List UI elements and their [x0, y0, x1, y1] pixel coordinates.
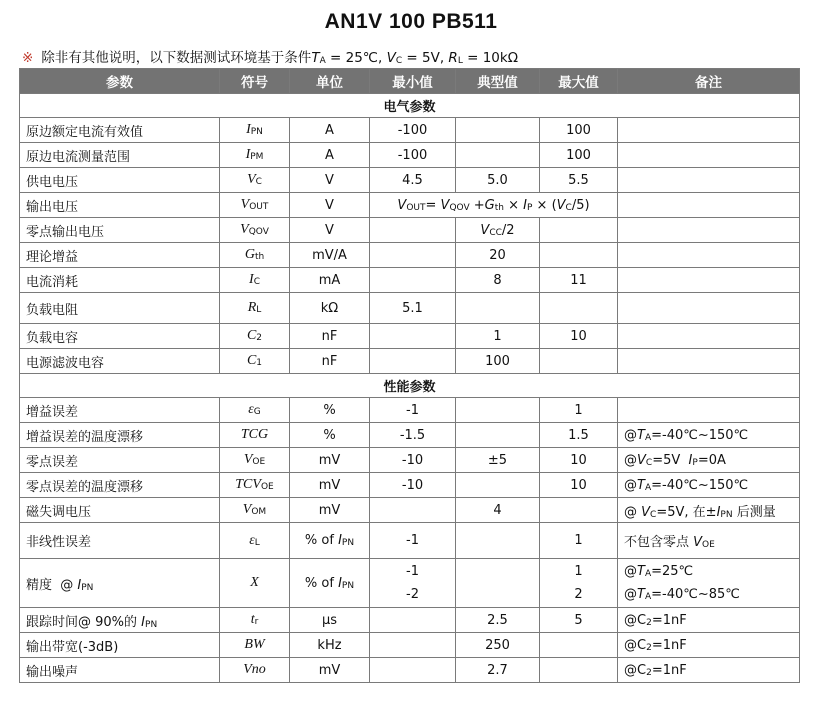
typ-value: 4: [456, 498, 540, 523]
max-value: [540, 218, 618, 243]
typ-value: [456, 293, 540, 324]
unit: % of $I_{PN}$: [290, 523, 370, 559]
table-row: [20, 218, 800, 243]
param-name: 零点输出电压: [20, 218, 220, 243]
remark: @ $V_C=5V$, 在$\pm I_{PN}$ 后测量: [618, 498, 800, 523]
header-symbol: 符号: [220, 69, 290, 94]
typ-value: ±5: [456, 448, 540, 473]
max-value: 10: [540, 473, 618, 498]
output-voltage-formula: $V_{OUT}= V_{QOV} +G_{th} \times I_P \times (V_C/5)$: [370, 193, 618, 218]
max-value: 100: [540, 143, 618, 168]
max-value: [540, 243, 618, 268]
min-value: [370, 243, 456, 268]
symbol: Vno: [220, 658, 290, 683]
symbol: $TCV_{OE}$: [220, 473, 290, 498]
max-value: 11: [540, 268, 618, 293]
typ-value: [456, 559, 540, 608]
unit: nF: [290, 324, 370, 349]
param-name: 增益误差的温度漂移: [20, 423, 220, 448]
symbol: $I_{PN}$: [220, 118, 290, 143]
symbol: BW: [220, 633, 290, 658]
param-name: 精度 @ $I_{PN}$: [20, 559, 220, 608]
param-name: 输出噪声: [20, 658, 220, 683]
unit: kHz: [290, 633, 370, 658]
param-name: 理论增益: [20, 243, 220, 268]
param-name: 磁失调电压: [20, 498, 220, 523]
table-row: [20, 658, 800, 683]
min-value: -100: [370, 118, 456, 143]
param-name: 非线性误差: [20, 523, 220, 559]
section-row-performance: [20, 374, 800, 398]
typ-value: [456, 523, 540, 559]
remark: $@C_2=1nF$: [618, 658, 800, 683]
param-name: 增益误差: [20, 398, 220, 423]
table-row: [20, 448, 800, 473]
typ-value: [456, 118, 540, 143]
table-row: [20, 423, 800, 448]
header-max: 最大值: [540, 69, 618, 94]
symbol: $G_{th}$: [220, 243, 290, 268]
table-row: [20, 633, 800, 658]
table-row: [20, 293, 800, 324]
param-name: 输出电压: [20, 193, 220, 218]
typ-value: $V_{CC}/2$: [456, 218, 540, 243]
symbol: TCG: [220, 423, 290, 448]
unit: %: [290, 423, 370, 448]
symbol: $C_1$: [220, 349, 290, 374]
max-value: 1: [540, 523, 618, 559]
symbol: $t_r$: [220, 608, 290, 633]
remark: [618, 268, 800, 293]
max-value: [540, 498, 618, 523]
unit: kΩ: [290, 293, 370, 324]
min-value: [370, 349, 456, 374]
param-name: 零点误差: [20, 448, 220, 473]
remark: [618, 398, 800, 423]
typ-value: 2.7: [456, 658, 540, 683]
unit: V: [290, 193, 370, 218]
typ-value: [456, 473, 540, 498]
header-remark: 备注: [618, 69, 800, 94]
table-row: [20, 498, 800, 523]
param-name: 电源滤波电容: [20, 349, 220, 374]
min-value: -1: [370, 398, 456, 423]
unit: V: [290, 168, 370, 193]
spec-table: [19, 68, 800, 683]
remark: $@C_2=1nF$: [618, 633, 800, 658]
table-header-row: [20, 69, 800, 94]
remark: $@V_C=5V$ $I_P=0A$: [618, 448, 800, 473]
table-row: [20, 243, 800, 268]
table-row: [20, 268, 800, 293]
unit: mV/A: [290, 243, 370, 268]
remark: [618, 324, 800, 349]
typ-value: 8: [456, 268, 540, 293]
min-value: [370, 268, 456, 293]
table-row: [20, 193, 800, 218]
table-row: [20, 143, 800, 168]
symbol: $V_{OE}$: [220, 448, 290, 473]
max-value: 100: [540, 118, 618, 143]
max-value: 5: [540, 608, 618, 633]
unit: mV: [290, 448, 370, 473]
remark: [618, 118, 800, 143]
typ-value: 5.0: [456, 168, 540, 193]
symbol: $I_C$: [220, 268, 290, 293]
min-value: [370, 658, 456, 683]
param-name: 负载电阻: [20, 293, 220, 324]
max-value: 10: [540, 448, 618, 473]
remark: [618, 349, 800, 374]
remark: [618, 293, 800, 324]
section-row-electrical: [20, 94, 800, 118]
min-value: [370, 633, 456, 658]
table-row: [20, 349, 800, 374]
table-row: [20, 473, 800, 498]
typ-value: 250: [456, 633, 540, 658]
unit: mV: [290, 473, 370, 498]
param-name: 输出带宽(-3dB): [20, 633, 220, 658]
unit: A: [290, 118, 370, 143]
min-value: 4.5: [370, 168, 456, 193]
table-row: [20, 559, 800, 608]
remark: [618, 218, 800, 243]
typ-value: 1: [456, 324, 540, 349]
table-row: [20, 168, 800, 193]
min-value: [370, 608, 456, 633]
param-name: 电流消耗: [20, 268, 220, 293]
remark: [618, 243, 800, 268]
remark: [618, 143, 800, 168]
header-typ: 典型值: [456, 69, 540, 94]
unit: %: [290, 398, 370, 423]
max-value: 1: [540, 398, 618, 423]
min-value: -1.5: [370, 423, 456, 448]
unit: % of $I_{PN}$: [290, 559, 370, 608]
param-name: 原边额定电流有效值: [20, 118, 220, 143]
min-value: 5.1: [370, 293, 456, 324]
typ-value: [456, 398, 540, 423]
min-value: [370, 218, 456, 243]
max-value: 10: [540, 324, 618, 349]
typ-value: [456, 423, 540, 448]
remark: $@T_A=25℃$ $@T_A=-40℃\sim 85℃$: [618, 559, 800, 608]
typ-value: [456, 143, 540, 168]
table-row: [20, 608, 800, 633]
max-value: 1 2: [540, 559, 618, 608]
unit: mV: [290, 498, 370, 523]
min-value: -1 -2: [370, 559, 456, 608]
min-value: -1: [370, 523, 456, 559]
remark: $@T_A=-40℃\sim 150℃$: [618, 473, 800, 498]
symbol: $C_2$: [220, 324, 290, 349]
test-condition-note: [22, 46, 518, 66]
min-value: [370, 498, 456, 523]
param-name: 跟踪时间@ 90%的 $I_{PN}$: [20, 608, 220, 633]
header-param: 参数: [20, 69, 220, 94]
typ-value: 20: [456, 243, 540, 268]
remark: [618, 168, 800, 193]
min-value: -10: [370, 448, 456, 473]
unit: nF: [290, 349, 370, 374]
symbol: $I_{PM}$: [220, 143, 290, 168]
unit: V: [290, 218, 370, 243]
max-value: 1.5: [540, 423, 618, 448]
symbol: $V_C$: [220, 168, 290, 193]
note-mark-icon: ※: [22, 50, 34, 66]
min-value: [370, 324, 456, 349]
unit: mV: [290, 658, 370, 683]
header-unit: 单位: [290, 69, 370, 94]
unit: mA: [290, 268, 370, 293]
param-name: 原边电流测量范围: [20, 143, 220, 168]
remark: 不包含零点 $V_{OE}$: [618, 523, 800, 559]
param-name: 零点误差的温度漂移: [20, 473, 220, 498]
table-row: [20, 324, 800, 349]
typ-value: 2.5: [456, 608, 540, 633]
param-name: 负载电容: [20, 324, 220, 349]
table-row: [20, 523, 800, 559]
remark: $@T_A=-40℃\sim 150℃$: [618, 423, 800, 448]
section-title: 电气参数: [20, 94, 800, 118]
param-name: 供电电压: [20, 168, 220, 193]
symbol: $\varepsilon_L$: [220, 523, 290, 559]
max-value: [540, 349, 618, 374]
page-title: AN1V 100 PB511: [324, 10, 498, 33]
section-title: 性能参数: [20, 374, 800, 398]
header-min: 最小值: [370, 69, 456, 94]
symbol: $\varepsilon_G$: [220, 398, 290, 423]
typ-value: 100: [456, 349, 540, 374]
max-value: [540, 633, 618, 658]
unit: A: [290, 143, 370, 168]
max-value: 5.5: [540, 168, 618, 193]
remark: [618, 193, 800, 218]
symbol: $V_{OM}$: [220, 498, 290, 523]
symbol: $V_{OUT}$: [220, 193, 290, 218]
note-text: 除非有其他说明，以下数据测试环境基于条件$T_A$ = 25℃, $V_C = 5V$, $R_L = 10k\Omega$: [41, 50, 519, 66]
symbol: X: [220, 559, 290, 608]
symbol: $V_{QOV}$: [220, 218, 290, 243]
symbol: $R_L$: [220, 293, 290, 324]
min-value: -10: [370, 473, 456, 498]
table-row: [20, 398, 800, 423]
unit: μs: [290, 608, 370, 633]
remark: $@C_2=1nF$: [618, 608, 800, 633]
table-row: [20, 118, 800, 143]
max-value: [540, 658, 618, 683]
max-value: [540, 293, 618, 324]
min-value: -100: [370, 143, 456, 168]
